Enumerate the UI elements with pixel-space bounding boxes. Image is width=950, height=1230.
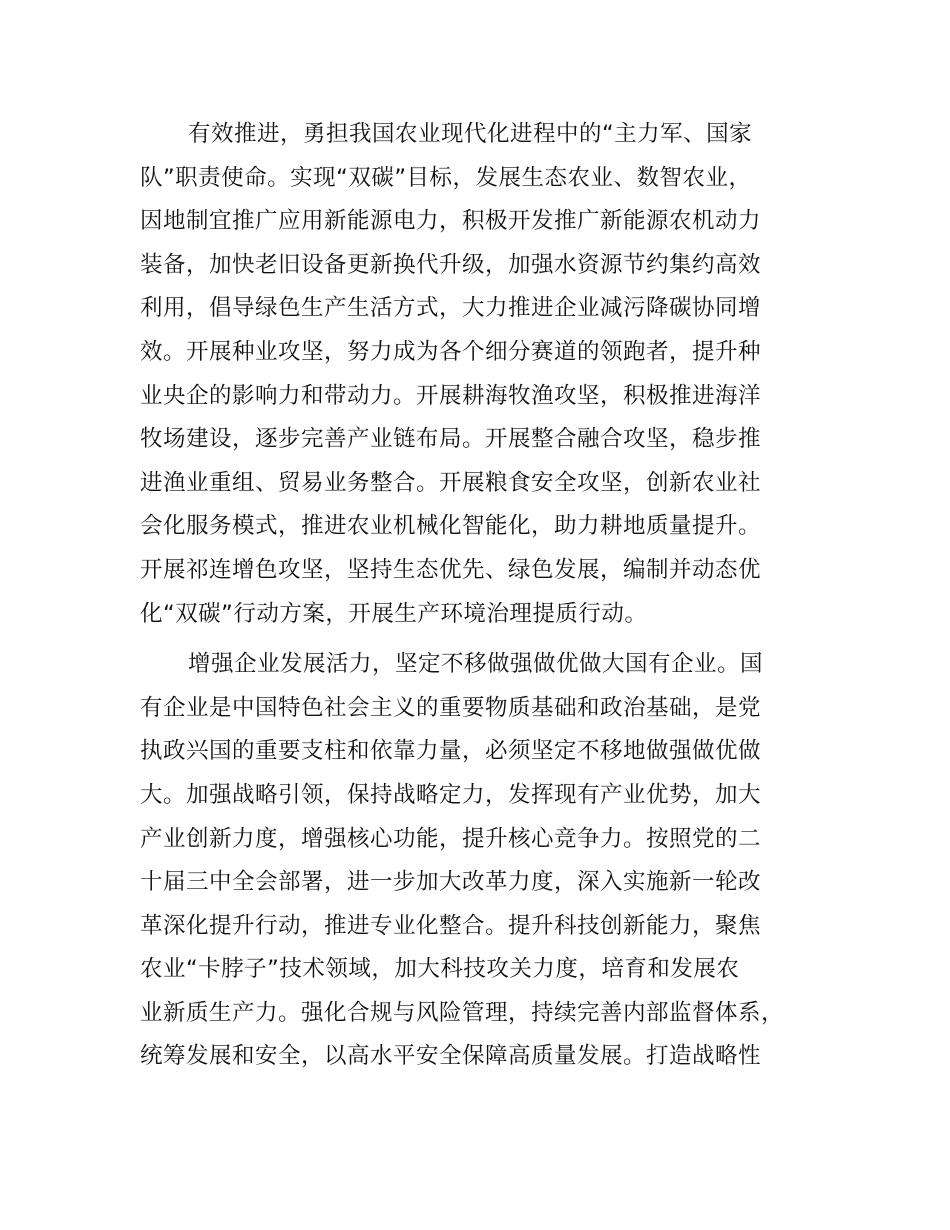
text-line: 利用，倡导绿色生产生活方式，大力推进企业减污降碳协同增 [140, 295, 762, 322]
text-line: 牧场建设，逐步完善产业链布局。开展整合融合攻坚，稳步推 [140, 426, 762, 453]
text-line: 开展祁连增色攻坚，坚持生态优先、绿色发展，编制并动态优 [140, 556, 762, 583]
text-line: 业央企的影响力和带动力。开展耕海牧渔攻坚，积极推进海洋 [140, 382, 762, 409]
text-line: 因地制宜推广应用新能源电力，积极开发推广新能源农机动力 [140, 208, 762, 235]
text-line: 有企业是中国特色社会主义的重要物质基础和政治基础，是党 [140, 694, 762, 721]
text-line: 农业“卡脖子”技术领域，加大科技攻关力度，培育和发展农 [140, 956, 740, 983]
text-line: 产业创新力度，增强核心功能，提升核心竞争力。按照党的二 [140, 825, 762, 852]
paragraph-1 [140, 113, 830, 636]
text-line: 执政兴国的重要支柱和依靠力量，必须坚定不移地做强做优做 [140, 738, 762, 765]
paragraph-2 [140, 643, 830, 1079]
text-line: 会化服务模式，推进农业机械化智能化，助力耕地质量提升。 [140, 513, 762, 540]
text-line: 有效推进，勇担我国农业现代化进程中的“主力军、国家 [188, 121, 753, 147]
text-line: 装备，加快老旧设备更新换代升级，加强水资源节约集约高效 [140, 251, 762, 278]
text-line: 化“双碳”行动方案，开展生产环境治理提质行动。 [140, 600, 648, 627]
text-line: 十届三中全会部署，进一步加大改革力度，深入实施新一轮改 [140, 869, 762, 896]
text-line: 革深化提升行动，推进专业化整合。提升科技创新能力，聚焦 [140, 912, 762, 939]
text-line: 效。开展种业攻坚，努力成为各个细分赛道的领跑者，提升种 [140, 338, 762, 365]
text-line: 大。加强战略引领，保持战略定力，发挥现有产业优势，加大 [140, 781, 762, 808]
text-line: 增强企业发展活力，坚定不移做强做优做大国有企业。国 [188, 651, 764, 678]
text-line: 队”职责使命。实现“双碳”目标，发展生态农业、数智农业， [140, 164, 752, 191]
document-body [140, 113, 830, 1079]
text-line: 业新质生产力。强化合规与风险管理，持续完善内部监督体系， [140, 999, 785, 1026]
text-line: 进渔业重组、贸易业务整合。开展粮食安全攻坚，创新农业社 [140, 469, 762, 496]
text-line: 统筹发展和安全，以高水平安全保障高质量发展。打造战略性 [140, 1043, 762, 1070]
